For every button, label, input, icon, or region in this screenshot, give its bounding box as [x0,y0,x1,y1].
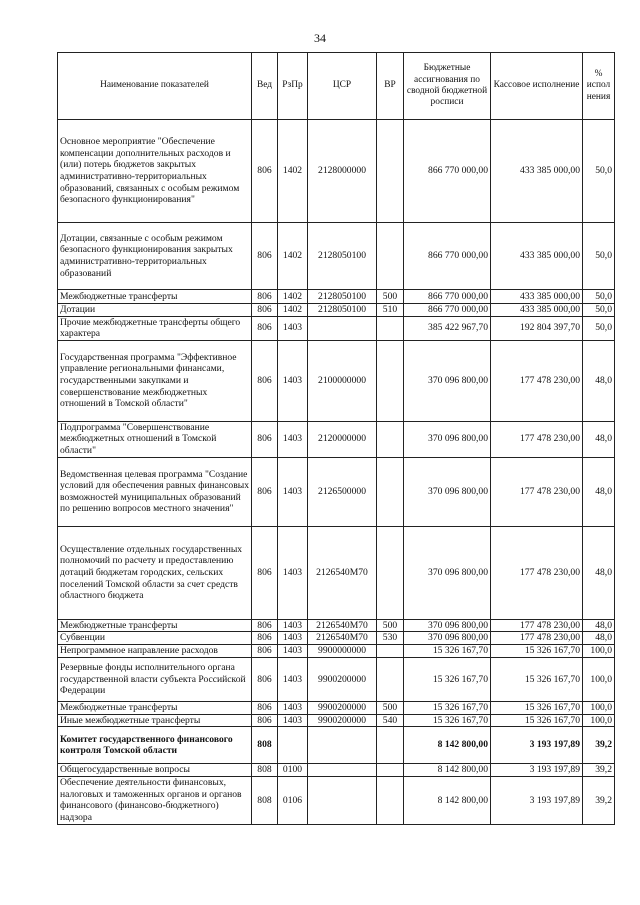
cell-assignments: 370 096 800,00 [404,340,491,421]
cell-name: Подпрограмма "Совершенствование межбюджетных отношений в Томской области" [58,421,252,457]
cell-execution: 177 478 230,00 [491,619,583,632]
cell-vr: 500 [377,290,404,304]
cell-vr: 530 [377,632,404,645]
header-assignments: Бюджетные ассигнования по сводной бюджетной росписи [404,53,491,120]
cell-percent: 100,0 [583,657,615,701]
cell-name: Государственная программа "Эффективное управление региональными финансами, государственными закупками и совершенствование межбюджетных отношений в Томской области" [58,340,252,421]
cell-rzpr: 1403 [278,457,308,526]
header-csr: ЦСР [308,53,377,120]
cell-rzpr: 1403 [278,316,308,340]
cell-execution: 177 478 230,00 [491,340,583,421]
cell-ved: 806 [252,619,278,632]
table-row [58,290,615,304]
cell-csr: 2126540М70 [308,632,377,645]
cell-execution: 3 193 197,89 [491,727,583,764]
cell-ved: 806 [252,223,278,290]
cell-vr: 500 [377,619,404,632]
cell-execution: 433 385 000,00 [491,120,583,223]
cell-assignments: 15 326 167,70 [404,714,491,727]
cell-csr: 2126540М70 [308,526,377,619]
cell-csr: 2128050100 [308,304,377,317]
cell-percent: 48,0 [583,526,615,619]
cell-assignments: 385 422 967,70 [404,316,491,340]
cell-assignments: 8 142 800,00 [404,727,491,764]
cell-assignments: 866 770 000,00 [404,223,491,290]
cell-execution: 433 385 000,00 [491,290,583,304]
cell-vr [377,764,404,777]
cell-percent: 50,0 [583,223,615,290]
cell-ved: 806 [252,340,278,421]
table-row [58,316,615,340]
cell-name: Осуществление отдельных государственных полномочий по расчету и предоставлению дотаций бюджетам городских, сельских поселений Томской области за счет средств областного бюджета [58,526,252,619]
table-row [58,714,615,727]
cell-vr: 540 [377,714,404,727]
cell-vr [377,657,404,701]
cell-rzpr: 1402 [278,223,308,290]
cell-assignments: 370 096 800,00 [404,421,491,457]
cell-execution: 15 326 167,70 [491,657,583,701]
cell-execution: 15 326 167,70 [491,644,583,657]
cell-execution: 177 478 230,00 [491,457,583,526]
cell-percent: 48,0 [583,340,615,421]
cell-vr [377,223,404,290]
cell-execution: 433 385 000,00 [491,223,583,290]
cell-execution: 3 193 197,89 [491,777,583,824]
table-row [58,421,615,457]
cell-assignments: 8 142 800,00 [404,764,491,777]
cell-rzpr: 1403 [278,526,308,619]
cell-ved: 806 [252,644,278,657]
cell-name: Межбюджетные трансферты [58,701,252,714]
cell-csr [308,727,377,764]
cell-percent: 100,0 [583,644,615,657]
cell-name: Иные межбюджетные трансферты [58,714,252,727]
cell-assignments: 370 096 800,00 [404,632,491,645]
table-row [58,727,615,764]
cell-name: Обеспечение деятельности финансовых, налоговых и таможенных органов и органов финансового (финансово-бюджетного) надзора [58,777,252,824]
cell-csr [308,316,377,340]
cell-execution: 177 478 230,00 [491,632,583,645]
cell-percent: 39,2 [583,764,615,777]
cell-name: Общегосударственные вопросы [58,764,252,777]
cell-rzpr: 1403 [278,619,308,632]
table-row [58,701,615,714]
cell-ved: 808 [252,777,278,824]
cell-percent: 48,0 [583,619,615,632]
cell-ved: 806 [252,120,278,223]
cell-assignments: 370 096 800,00 [404,619,491,632]
cell-rzpr: 1403 [278,632,308,645]
cell-ved: 806 [252,421,278,457]
table-row [58,777,615,824]
cell-ved: 806 [252,701,278,714]
cell-ved: 806 [252,632,278,645]
cell-rzpr: 1402 [278,290,308,304]
cell-percent: 48,0 [583,457,615,526]
cell-ved: 808 [252,727,278,764]
cell-execution: 433 385 000,00 [491,304,583,317]
cell-assignments: 866 770 000,00 [404,304,491,317]
header-ved: Вед [252,53,278,120]
table-row [58,223,615,290]
cell-execution: 15 326 167,70 [491,701,583,714]
cell-rzpr: 1403 [278,701,308,714]
cell-rzpr: 0100 [278,764,308,777]
cell-name: Комитет государственного финансового контроля Томской области [58,727,252,764]
cell-name: Ведомственная целевая программа "Создание условий для обеспечения равных финансовых возможностей муниципальных образований по решению вопросов местного значения" [58,457,252,526]
cell-ved: 806 [252,304,278,317]
cell-ved: 806 [252,657,278,701]
cell-assignments: 15 326 167,70 [404,701,491,714]
table-row [58,632,615,645]
cell-csr: 2128050100 [308,223,377,290]
cell-vr [377,120,404,223]
cell-name: Прочие межбюджетные трансферты общего характера [58,316,252,340]
cell-name: Дотации [58,304,252,317]
cell-ved: 806 [252,290,278,304]
cell-percent: 50,0 [583,120,615,223]
cell-csr [308,777,377,824]
table-row [58,304,615,317]
cell-vr [377,644,404,657]
cell-csr: 2120000000 [308,421,377,457]
cell-percent: 50,0 [583,316,615,340]
table-row [58,644,615,657]
cell-percent: 100,0 [583,714,615,727]
header-execution: Кассовое исполнение [491,53,583,120]
cell-name: Межбюджетные трансферты [58,619,252,632]
cell-assignments: 370 096 800,00 [404,457,491,526]
cell-percent: 39,2 [583,777,615,824]
table-row [58,764,615,777]
table-row [58,120,615,223]
cell-name: Непрограммное направление расходов [58,644,252,657]
cell-rzpr: 1402 [278,304,308,317]
cell-name: Межбюджетные трансферты [58,290,252,304]
cell-rzpr: 1403 [278,340,308,421]
cell-ved: 806 [252,526,278,619]
cell-percent: 100,0 [583,701,615,714]
cell-percent: 50,0 [583,304,615,317]
cell-percent: 48,0 [583,632,615,645]
cell-assignments: 866 770 000,00 [404,290,491,304]
cell-name: Дотации, связанные с особым режимом безопасного функционирования закрытых административно-территориальных образований [58,223,252,290]
cell-csr: 9900200000 [308,714,377,727]
cell-name: Резервные фонды исполнительного органа государственной власти субъекта Российской Федерации [58,657,252,701]
cell-ved: 806 [252,457,278,526]
cell-ved: 808 [252,764,278,777]
cell-vr [377,316,404,340]
cell-vr [377,777,404,824]
cell-vr [377,421,404,457]
header-name: Наименование показателей [58,53,252,120]
cell-execution: 177 478 230,00 [491,526,583,619]
cell-percent: 39,2 [583,727,615,764]
cell-percent: 50,0 [583,290,615,304]
cell-execution: 3 193 197,89 [491,764,583,777]
cell-ved: 806 [252,316,278,340]
header-vr: ВР [377,53,404,120]
cell-assignments: 370 096 800,00 [404,526,491,619]
cell-assignments: 8 142 800,00 [404,777,491,824]
cell-name: Основное мероприятие "Обеспечение компенсации дополнительных расходов и (или) потерь бюджетов закрытых административно-территориальных образований, связанных с особым режимом безопасного функционирования" [58,120,252,223]
cell-vr [377,340,404,421]
cell-assignments: 866 770 000,00 [404,120,491,223]
cell-rzpr: 0106 [278,777,308,824]
cell-percent: 48,0 [583,421,615,457]
cell-execution: 15 326 167,70 [491,714,583,727]
table-row [58,526,615,619]
cell-csr: 9900200000 [308,657,377,701]
cell-vr: 510 [377,304,404,317]
table-row [58,619,615,632]
cell-rzpr: 1403 [278,714,308,727]
header-rzpr: РзПр [278,53,308,120]
cell-rzpr: 1403 [278,421,308,457]
budget-table [57,52,615,825]
cell-csr: 2100000000 [308,340,377,421]
cell-rzpr: 1402 [278,120,308,223]
cell-csr: 2126500000 [308,457,377,526]
cell-csr: 2126540М70 [308,619,377,632]
cell-vr [377,457,404,526]
header-percent: % испол нения [583,53,615,120]
cell-vr [377,727,404,764]
cell-vr [377,526,404,619]
cell-csr: 9900000000 [308,644,377,657]
cell-assignments: 15 326 167,70 [404,657,491,701]
page-number: 34 [314,31,326,45]
cell-assignments: 15 326 167,70 [404,644,491,657]
cell-rzpr: 1403 [278,644,308,657]
cell-execution: 192 804 397,70 [491,316,583,340]
cell-vr: 500 [377,701,404,714]
table-row [58,340,615,421]
cell-rzpr [278,727,308,764]
table-header-row [58,53,615,120]
table-row [58,657,615,701]
cell-execution: 177 478 230,00 [491,421,583,457]
cell-csr [308,764,377,777]
cell-csr: 2128000000 [308,120,377,223]
cell-csr: 9900200000 [308,701,377,714]
cell-name: Субвенции [58,632,252,645]
cell-rzpr: 1403 [278,657,308,701]
cell-ved: 806 [252,714,278,727]
cell-csr: 2128050100 [308,290,377,304]
table-row [58,457,615,526]
